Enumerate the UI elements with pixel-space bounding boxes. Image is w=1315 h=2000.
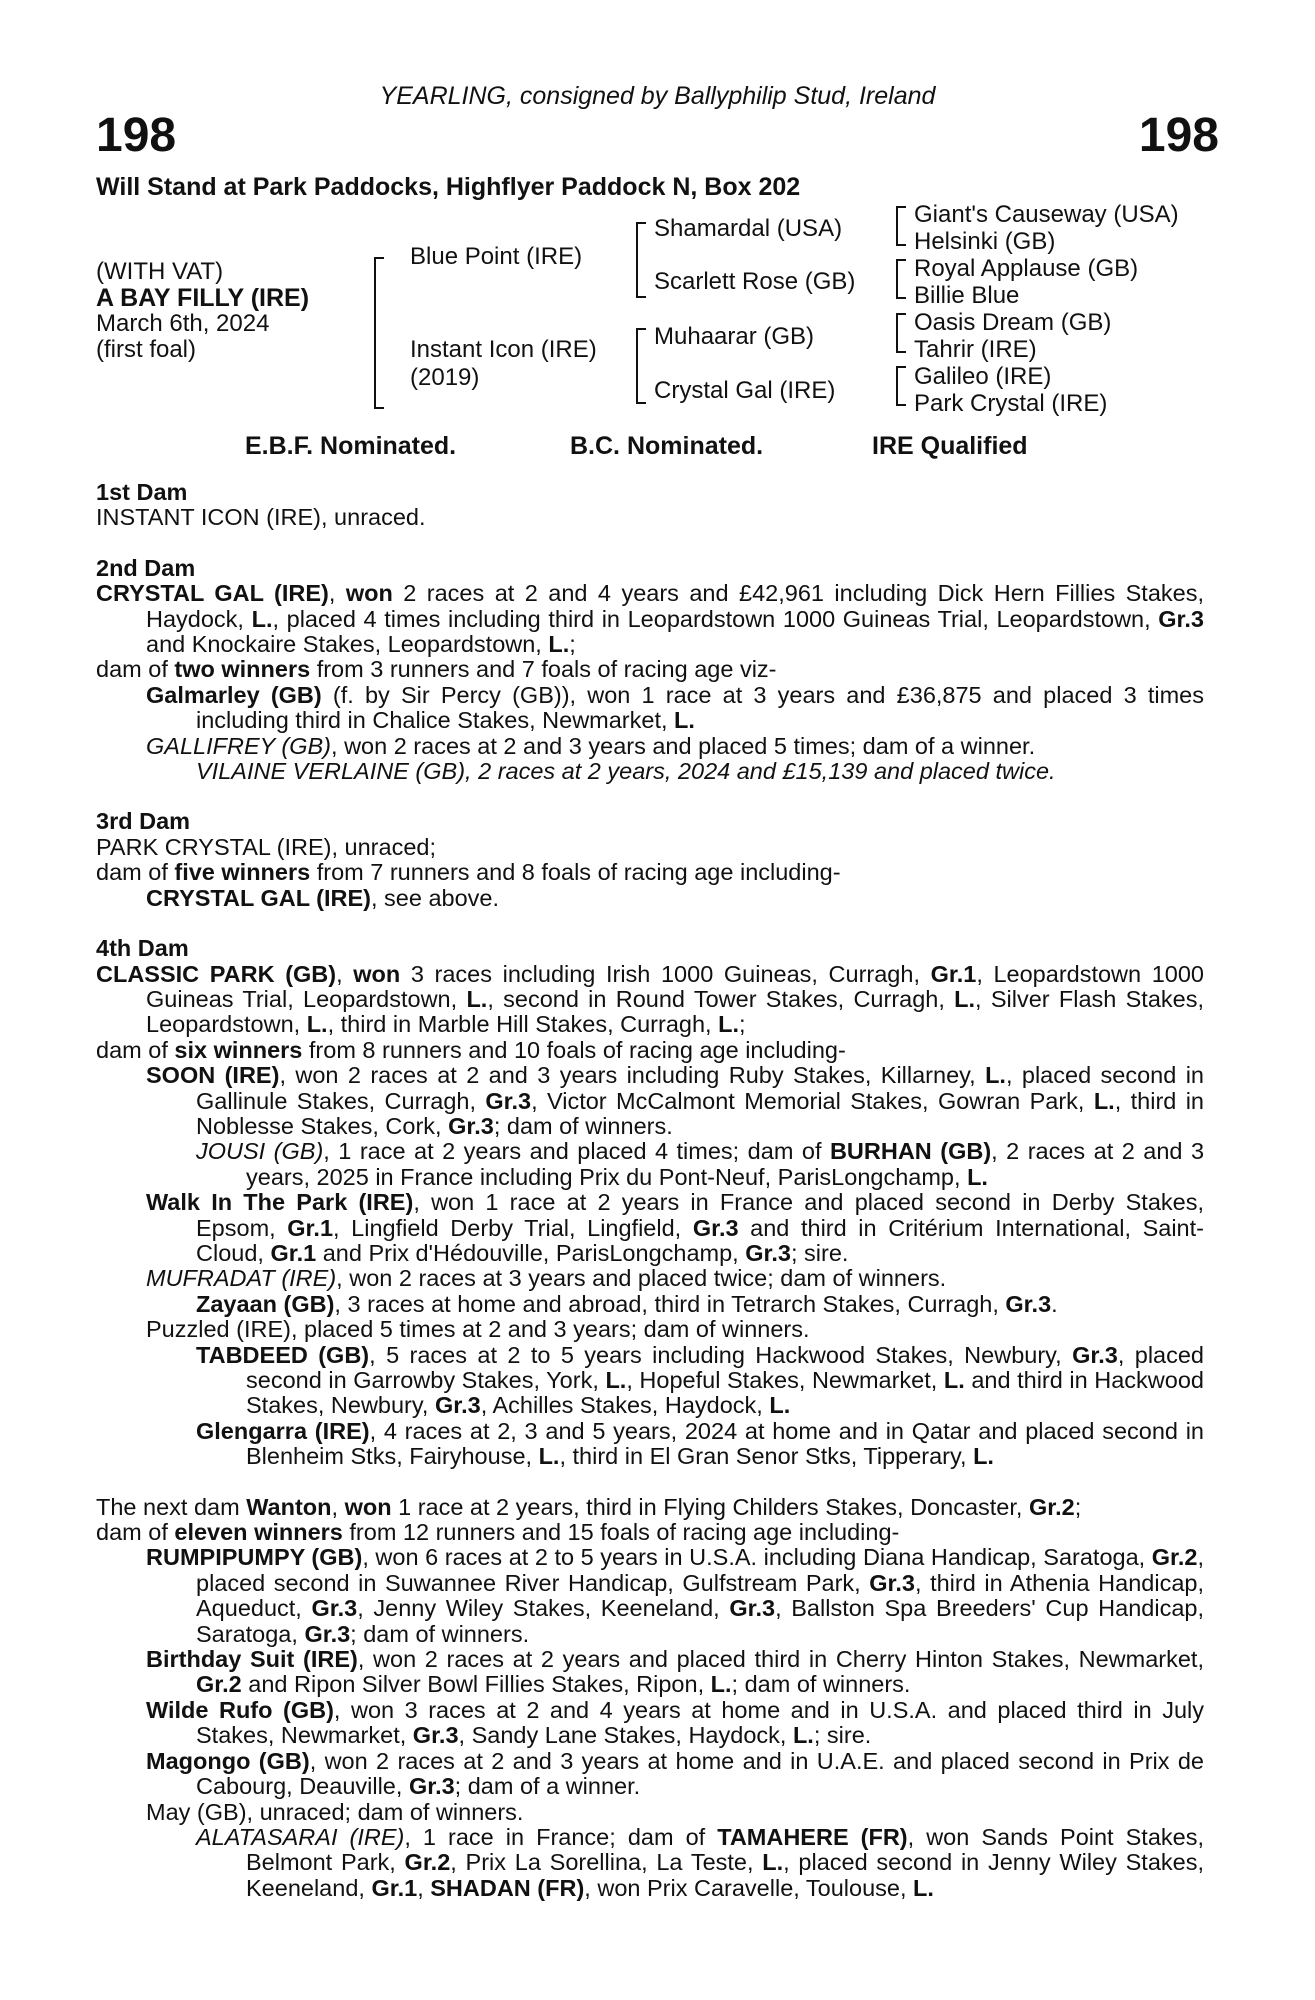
pedigree-g5: Oasis Dream (GB) xyxy=(914,309,1112,336)
third-dam-produce-summary: dam of five winners from 7 runners and 8 foals of racing age including- xyxy=(96,859,841,886)
pedigree-dam-sire: Muhaarar (GB) xyxy=(654,323,815,350)
produce-entry: Glengarra (IRE), 4 races at 2, 3 and 5 years, 2024 at home and in Qatar and placed second in Blenheim Stks, Fairyhouse, L., third in El Gran Senor Stks, Tipperary, L. xyxy=(196,1417,1204,1470)
produce-entry: Birthday Suit (IRE), won 2 races at 2 years and placed third in Cherry Hinton Stakes, Newmarket, Gr.2 and Ripon Silver Bowl Fillies Stakes, Ripon, L.; dam of winners. xyxy=(146,1646,1204,1698)
fourth-dam-heading: 4th Dam xyxy=(96,935,189,962)
second-dam-record: CRYSTAL GAL (IRE), won 2 races at 2 and 4 years and £42,961 including Dick Hern Fillies Stakes, Haydock, L., placed 4 times including third in Leopardstown 1000 Guineas Trial, Leopardstown, Gr.3 and Knockaire Stakes, Leopardstown, L.; xyxy=(96,580,1205,658)
second-dam-heading: 2nd Dam xyxy=(96,554,196,581)
fourth-dam-record: CLASSIC PARK (GB), won 3 races including Irish 1000 Guineas, Curragh, Gr.1, Leopardstown 1000 Guineas Trial, Leopardstown, L., second in Round Tower Stakes, Curragh, L., Silver Flash Stakes, Leopardstown, L., third in Marble Hill Stakes, Curragh, L.; xyxy=(96,960,1204,1038)
produce-entry: MUFRADAT (IRE), won 2 races at 3 years and placed twice; dam of winners. xyxy=(146,1265,947,1292)
lot-number-left: 198 xyxy=(96,109,177,162)
produce-entry: CRYSTAL GAL (IRE), see above. xyxy=(146,884,500,911)
pedigree-dam: Instant Icon (IRE) xyxy=(410,336,597,363)
horse-name: A BAY FILLY (IRE) xyxy=(96,284,310,312)
brace-sire xyxy=(636,222,646,298)
pedigree-dam-year: (2019) xyxy=(410,364,480,391)
brace-g4 xyxy=(896,366,906,406)
pedigree-g2: Helsinki (GB) xyxy=(914,228,1056,255)
next-dam-produce-summary: dam of eleven winners from 12 runners and 15 foals of racing age including- xyxy=(96,1519,900,1546)
pedigree-sire: Blue Point (IRE) xyxy=(410,243,583,270)
brace-g2 xyxy=(896,259,906,299)
foal-note: (first foal) xyxy=(96,336,197,363)
produce-entry: TABDEED (GB), 5 races at 2 to 5 years including Hackwood Stakes, Newbury, Gr.3, placed second in Garrowby Stakes, York, L., Hopeful Stakes, Newmarket, L. and third in Hackwood Stakes, Newbury, Gr.3, Achilles Stakes, Haydock, L. xyxy=(196,1341,1204,1419)
stand-location: Will Stand at Park Paddocks, Highflyer Paddock N, Box 202 xyxy=(96,173,801,201)
produce-entry: Puzzled (IRE), placed 5 times at 2 and 3 years; dam of winners. xyxy=(146,1316,810,1343)
bc-nomination: B.C. Nominated. xyxy=(570,432,764,460)
produce-entry: Zayaan (GB), 3 races at home and abroad, third in Tetrarch Stakes, Curragh, Gr.3. xyxy=(196,1290,1058,1317)
brace-dam xyxy=(636,328,646,404)
produce-entry: GALLIFREY (GB), won 2 races at 2 and 3 years and placed 5 times; dam of a winner. xyxy=(146,732,1036,759)
pedigree-g3: Royal Applause (GB) xyxy=(914,255,1139,282)
pedigree-dam-dam: Crystal Gal (IRE) xyxy=(654,377,836,404)
pedigree-sire-dam: Scarlett Rose (GB) xyxy=(654,268,856,295)
pedigree-sire-sire: Shamardal (USA) xyxy=(654,215,843,242)
pedigree-g1: Giant's Causeway (USA) xyxy=(914,201,1179,228)
dam-name: CRYSTAL GAL (IRE) xyxy=(96,580,329,607)
brace-g1 xyxy=(896,206,906,246)
produce-entry: Magongo (GB), won 2 races at 2 and 3 years at home and in U.A.E. and placed second in Prix de Cabourg, Deauville, Gr.3; dam of a winner. xyxy=(146,1747,1204,1800)
produce-entry: Wilde Rufo (GB), won 3 races at 2 and 4 years at home and in U.S.A. and placed third in July Stakes, Newmarket, Gr.3, Sandy Lane Stakes, Haydock, L.; sire. xyxy=(146,1696,1205,1749)
pedigree-g6: Tahrir (IRE) xyxy=(914,336,1037,363)
produce-entry: VILAINE VERLAINE (GB), 2 races at 2 years, 2024 and £15,139 and placed twice. xyxy=(196,758,1056,785)
won-label: won xyxy=(345,580,393,607)
next-dam-record: The next dam Wanton, won 1 race at 2 years, third in Flying Childers Stakes, Doncaster, Gr.2; xyxy=(96,1493,1082,1520)
pedigree-g7: Galileo (IRE) xyxy=(914,363,1052,390)
third-dam-heading: 3rd Dam xyxy=(96,808,191,835)
produce-entry: Walk In The Park (IRE), won 1 race at 2 years in France and placed second in Derby Stakes, Epsom, Gr.1, Lingfield Derby Trial, Lingfield, Gr.3 and third in Critérium International, Saint-Cloud, Gr.1 and Prix d'Hédouville, ParisLongchamp, Gr.3; sire. xyxy=(146,1189,1204,1266)
produce-entry: May (GB), unraced; dam of winners. xyxy=(146,1798,524,1825)
brace-g3 xyxy=(896,313,906,353)
fourth-dam-produce-summary: dam of six winners from 8 runners and 10 foals of racing age including- xyxy=(96,1036,846,1063)
produce-entry: JOUSI (GB), 1 race at 2 years and placed 4 times; dam of BURHAN (GB), 2 races at 2 and 3 years, 2025 in France including Prix du Pont-Neuf, ParisLongchamp, L. xyxy=(196,1138,1205,1190)
produce-record xyxy=(96,480,1204,1901)
produce-entry: RUMPIPUMPY (GB), won 6 races at 2 to 5 years in U.S.A. including Diana Handicap, Saratoga, Gr.2, placed second in Suwannee River Handicap, Gulfstream Park, Gr.3, third in Athenia Handicap, Aqueduct, Gr.3, Jenny Wiley Stakes, Keeneland, Gr.3, Ballston Spa Breeders' Cup Handicap, Saratoga, Gr.3; dam of winners. xyxy=(146,1544,1204,1647)
produce-entry: ALATASARAI (IRE), 1 race in France; dam of TAMAHERE (FR), won Sands Point Stakes, Belmont Park, Gr.2, Prix La Sorellina, La Teste, L., placed second in Jenny Wiley Stakes, Keeneland, Gr.1, SHADAN (FR), won Prix Caravelle, Toulouse, L. xyxy=(196,1823,1204,1901)
pedigree-g8: Park Crystal (IRE) xyxy=(914,390,1108,417)
lot-number-right: 198 xyxy=(1138,109,1219,162)
pedigree-g4: Billie Blue xyxy=(914,282,1020,309)
first-dam-heading: 1st Dam xyxy=(96,479,188,505)
ebf-nomination: E.B.F. Nominated. xyxy=(245,432,457,460)
third-dam-text: PARK CRYSTAL (IRE), unraced; xyxy=(96,833,436,860)
first-dam-text: INSTANT ICON (IRE), unraced. xyxy=(96,504,426,531)
ire-qualified: IRE Qualified xyxy=(872,432,1028,460)
vat-note: (WITH VAT) xyxy=(96,258,224,285)
produce-entry: SOON (IRE), won 2 races at 2 and 3 years including Ruby Stakes, Killarney, L., placed second in Gallinule Stakes, Curragh, Gr.3, Victor McCalmont Memorial Stakes, Gowran Park, L., third in Noblesse Stakes, Cork, Gr.3; dam of winners. xyxy=(146,1062,1205,1139)
produce-entry: Galmarley (GB) (f. by Sir Percy (GB)), won 1 race at 3 years and £36,875 and placed 3 times including third in Chalice Stakes, Newmarket, L. xyxy=(146,681,1204,734)
consignment-line: YEARLING, consigned by Ballyphilip Stud, Ireland xyxy=(379,82,936,110)
second-dam-produce-summary: dam of two winners from 3 runners and 7 foals of racing age viz- xyxy=(96,656,777,683)
brace-main xyxy=(374,257,384,409)
foaling-date: March 6th, 2024 xyxy=(96,310,270,337)
